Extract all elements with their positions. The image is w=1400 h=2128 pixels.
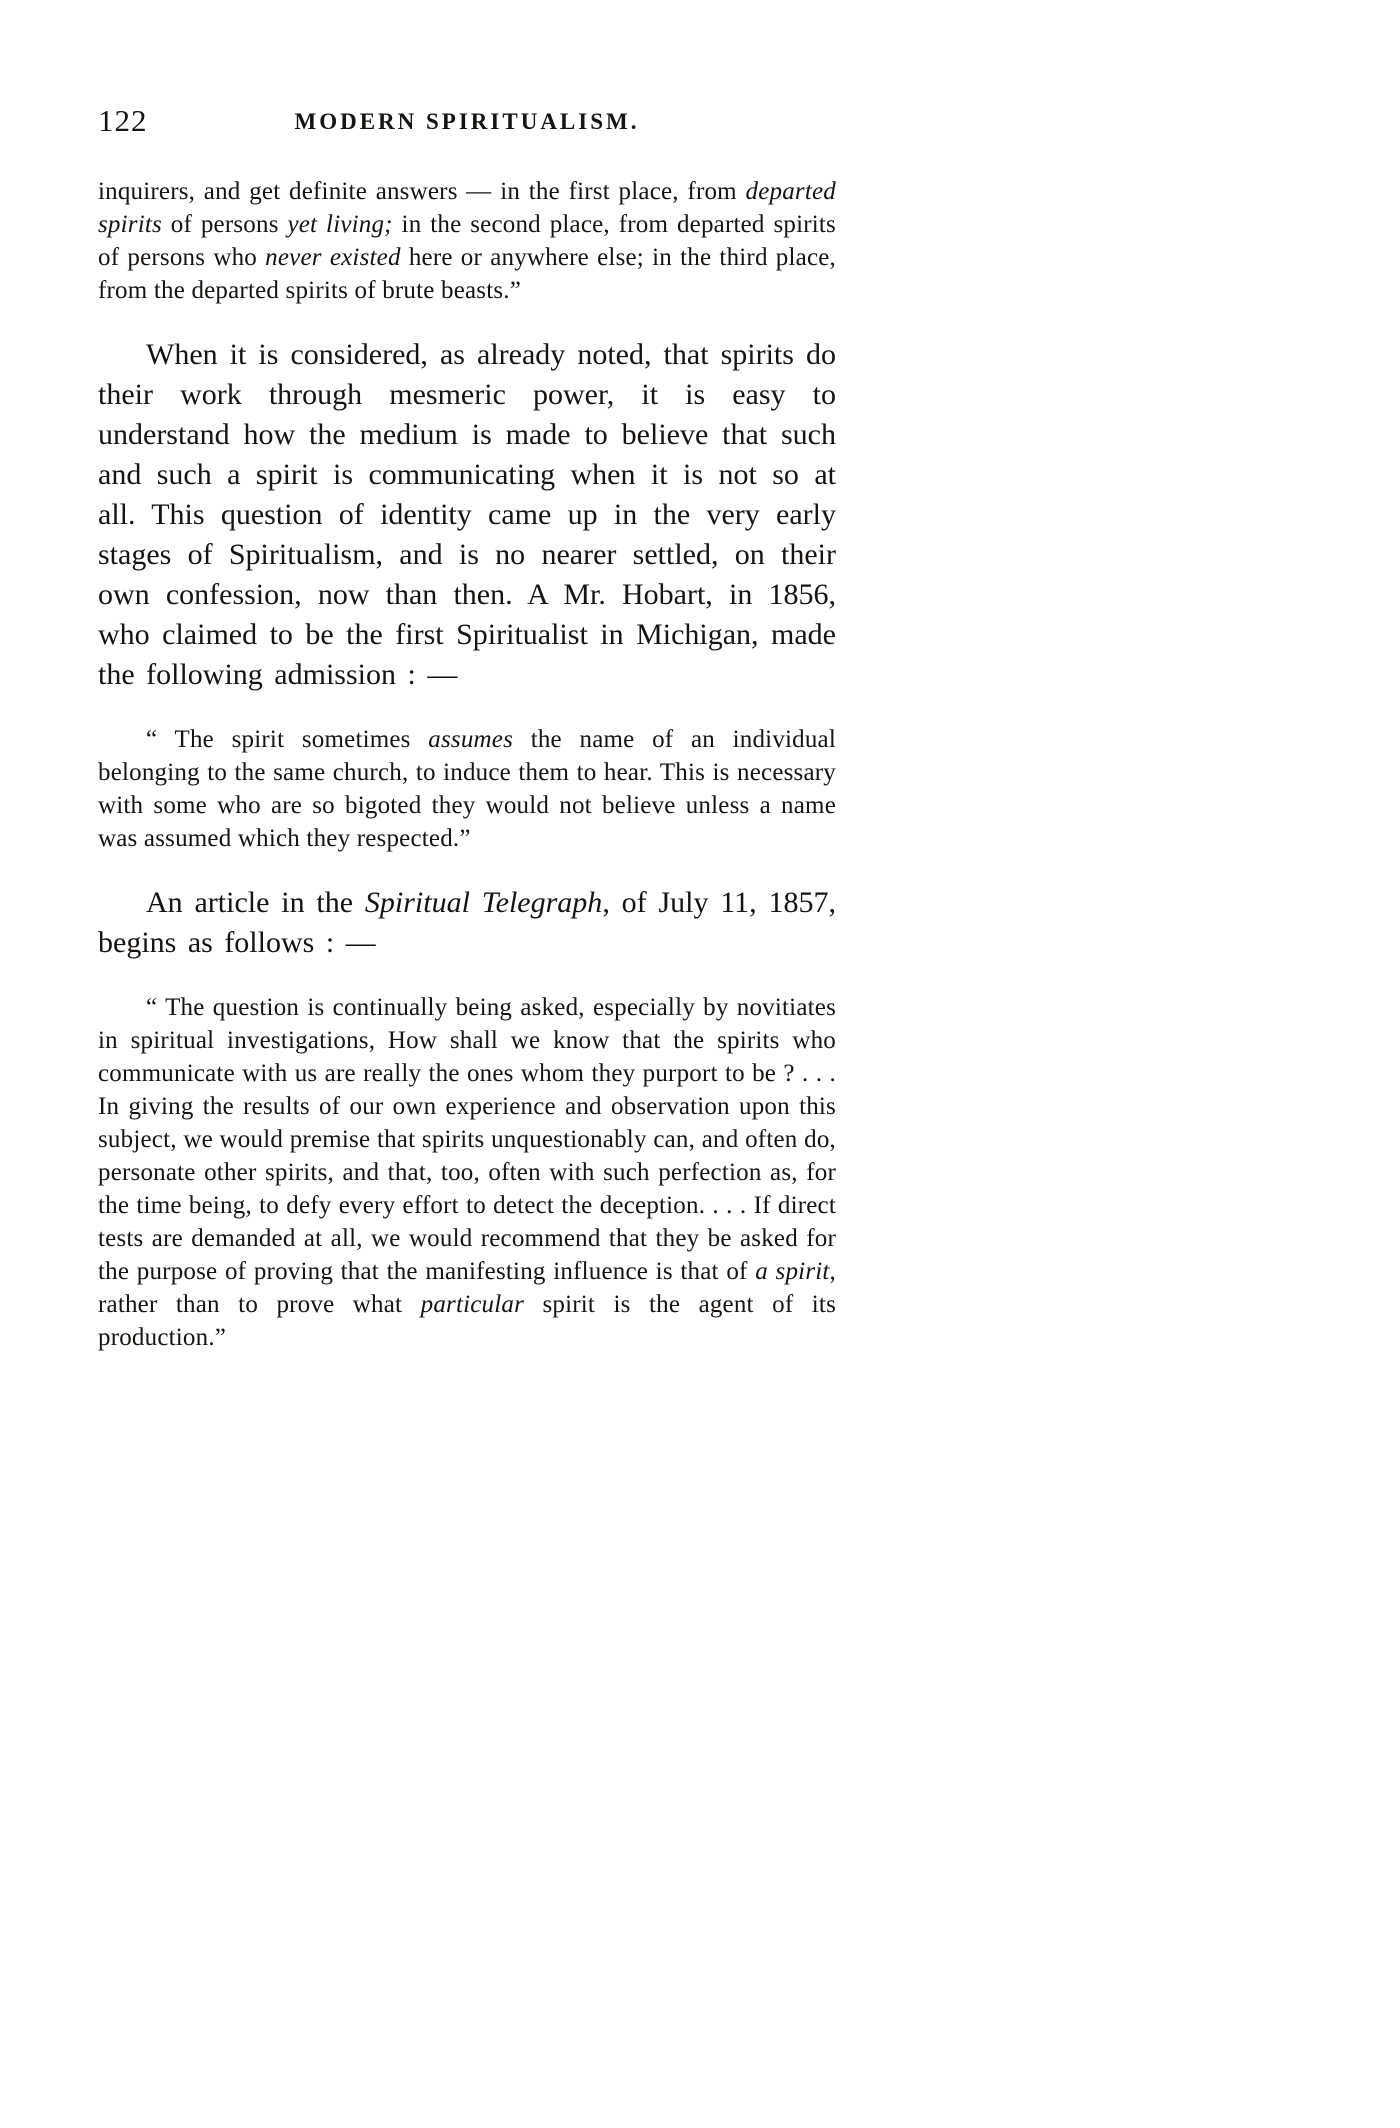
page-content xyxy=(98,175,836,1354)
italic-text-run: Spiritual Telegraph xyxy=(364,886,603,919)
text-run: in the second place, from departed spirits of persons who xyxy=(98,211,836,271)
italic-text-run: particular xyxy=(420,1291,525,1318)
text-run: here or anywhere else; in the third place, from the departed spirits of brute beasts.” xyxy=(98,244,836,304)
text-run: An article in the xyxy=(146,886,365,919)
paragraph-quote xyxy=(98,175,836,307)
italic-text-run: never existed xyxy=(265,244,401,271)
italic-text-run: departed spirits xyxy=(98,178,836,238)
text-column xyxy=(98,103,836,1354)
text-run: When it is considered, as already noted, that spirits do their work through mesmeric power, it is easy to understand how the medium is made to believe that such and such a spirit is communicating when it is not so at all. This question of identity came up in the very early stages of Spiritualism, and is no nearer settled, on their own confession, now than then. A Mr. Hobart, in 1856, who claimed to be the first Spiritualist in Michigan, made the following admission : — xyxy=(98,338,836,691)
text-run: “ The spirit sometimes xyxy=(146,726,429,753)
text-run: the name of an individual belonging to the same church, to induce them to hear. This is necessary with some who are so bigoted they would not believe unless a name was assumed which they respected.” xyxy=(98,726,837,852)
page-number: 122 xyxy=(98,103,148,138)
paragraph-quote xyxy=(98,991,836,1354)
text-run: “ The question is continually being asked, especially by novitiates in spiritual investigations, How shall we know that the spirits who communicate with us are really the ones whom they purport to be ? . . . In giving the results of our own experience and observation upon this subject, we would premise that spirits unquestionably can, and often do, personate other spirits, and that, too, often with such perfection as, for the time being, to defy every effort to detect the deception. . . . If direct tests are demanded at all, we would recommend that they be asked for the purpose of proving that the manifesting influence is that of xyxy=(98,994,836,1285)
paragraph-quote xyxy=(98,723,836,855)
italic-text-run: a spirit xyxy=(755,1258,830,1285)
text-run: spirit is the agent of its production.” xyxy=(98,1291,837,1351)
italic-text-run: assumes xyxy=(428,726,514,753)
paragraph-main xyxy=(98,335,836,695)
text-run: inquirers, and get definite answers — in the first place, from xyxy=(98,178,746,205)
paragraph-main xyxy=(98,883,836,963)
running-title: MODERN SPIRITUALISM. xyxy=(294,109,640,134)
italic-text-run: yet living; xyxy=(287,211,393,238)
text-run: of persons xyxy=(161,211,288,238)
text-run: , rather than to prove what xyxy=(98,1258,836,1318)
page-header xyxy=(98,103,836,145)
text-run: , of July 11, 1857, begins as follows : — xyxy=(98,886,836,959)
